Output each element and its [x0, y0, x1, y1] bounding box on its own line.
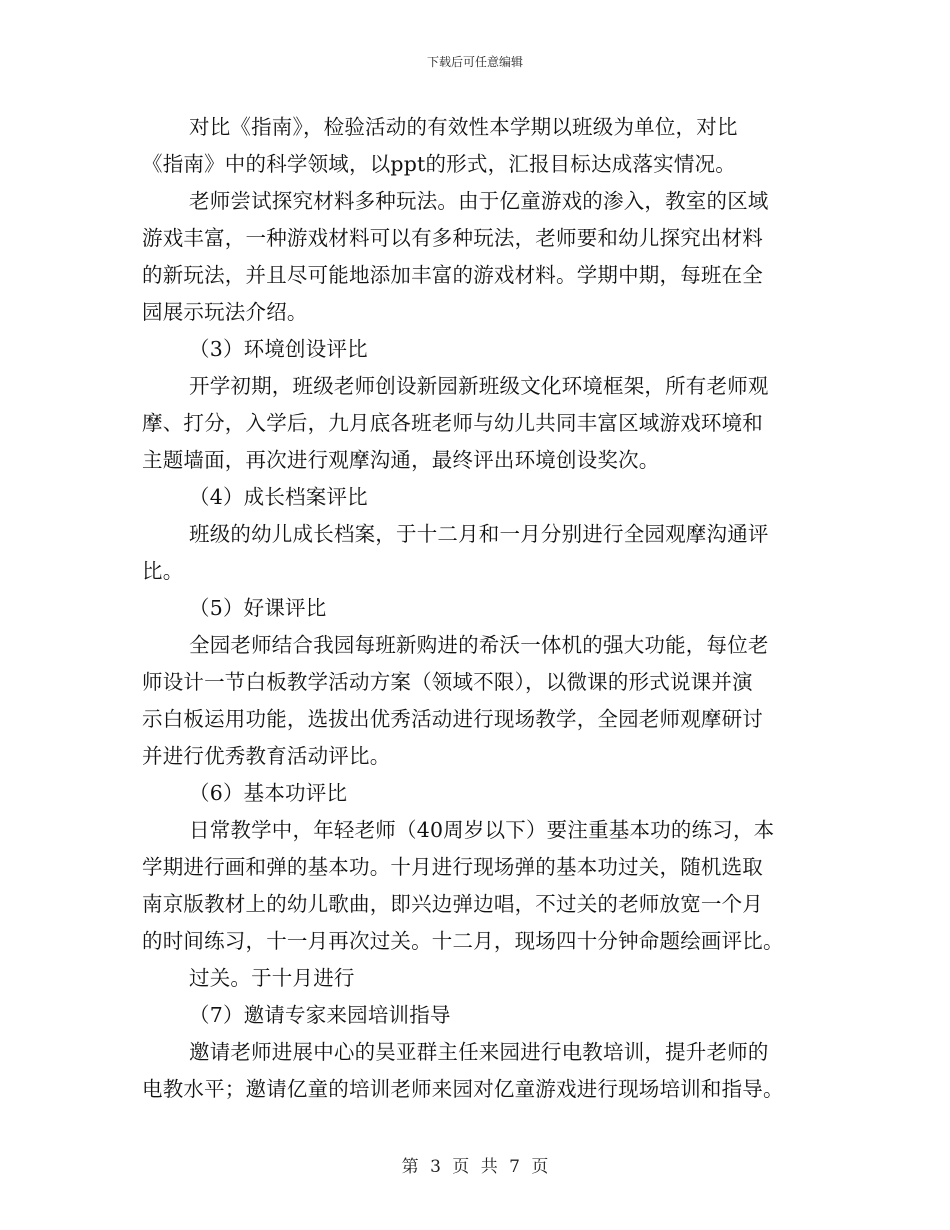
- page-number-footer: 第 3 页 共 7 页: [401, 1157, 549, 1177]
- body-text-line: 对比《指南》，检验活动的有效性本学期以班级为单位，对比: [189, 115, 738, 139]
- body-text-line: 邀请老师进展中心的吴亚群主任来园进行电教培训，提升老师的: [189, 1040, 769, 1064]
- body-text-line: （3）环境创设评比: [189, 337, 368, 361]
- body-text-line: （4）成长档案评比: [189, 485, 368, 509]
- body-text-line: 师设计一节白板教学活动方案（领域不限），以微课的形式说课并演: [142, 670, 753, 694]
- body-text-line: 的时间练习，十一月再次过关。十二月，现场四十分钟命题绘画评比。: [142, 929, 784, 953]
- body-text-line: 日常教学中，年轻老师（40周岁以下）要注重基本功的练习，本: [189, 818, 775, 842]
- body-text-line: 的新玩法，并且尽可能地添加丰富的游戏材料。学期中期，每班在全: [142, 263, 763, 287]
- body-text-line: 并进行优秀教育活动评比。: [142, 744, 391, 768]
- page-header-note: 下载后可任意编辑: [426, 55, 523, 69]
- body-text-line: 主题墙面，再次进行观摩沟通，最终评出环境创设奖次。: [142, 448, 660, 472]
- body-text-line: （5）好课评比: [189, 596, 327, 620]
- body-text-line: （7）邀请专家来园培训指导: [189, 1003, 451, 1027]
- body-text-line: 全园老师结合我园每班新购进的希沃一体机的强大功能，每位老: [189, 633, 769, 657]
- body-text-line: 园展示玩法介绍。: [142, 300, 308, 324]
- body-text-line: 示白板运用功能，选拔出优秀活动进行现场教学，全园老师观摩研讨: [142, 707, 763, 731]
- body-text-line: 摩、打分，入学后，九月底各班老师与幼儿共同丰富区域游戏环境和: [142, 411, 763, 435]
- body-text-line: 比。: [142, 559, 184, 583]
- body-text-line: 电教水平；邀请亿童的培训老师来园对亿童游戏进行现场培训和指导。: [142, 1077, 784, 1101]
- document-body: [142, 109, 810, 1108]
- body-text-line: 过关。于十月进行: [189, 966, 355, 990]
- body-text-line: 《指南》中的科学领域，以ppt的形式，汇报目标达成落实情况。: [142, 152, 736, 176]
- body-text-line: 老师尝试探究材料多种玩法。由于亿童游戏的渗入，教室的区域: [189, 189, 769, 213]
- body-text-line: （6）基本功评比: [189, 781, 348, 805]
- body-text-line: 开学初期，班级老师创设新园新班级文化环境框架，所有老师观: [189, 374, 769, 398]
- body-text-line: 班级的幼儿成长档案，于十二月和一月分别进行全园观摩沟通评: [189, 522, 769, 546]
- body-text-line: 南京版教材上的幼儿歌曲，即兴边弹边唱，不过关的老师放宽一个月: [142, 892, 763, 916]
- body-text-line: 学期进行画和弹的基本功。十月进行现场弹的基本功过关，随机选取: [142, 855, 763, 879]
- body-text-line: 游戏丰富，一种游戏材料可以有多种玩法，老师要和幼儿探究出材料: [142, 226, 763, 250]
